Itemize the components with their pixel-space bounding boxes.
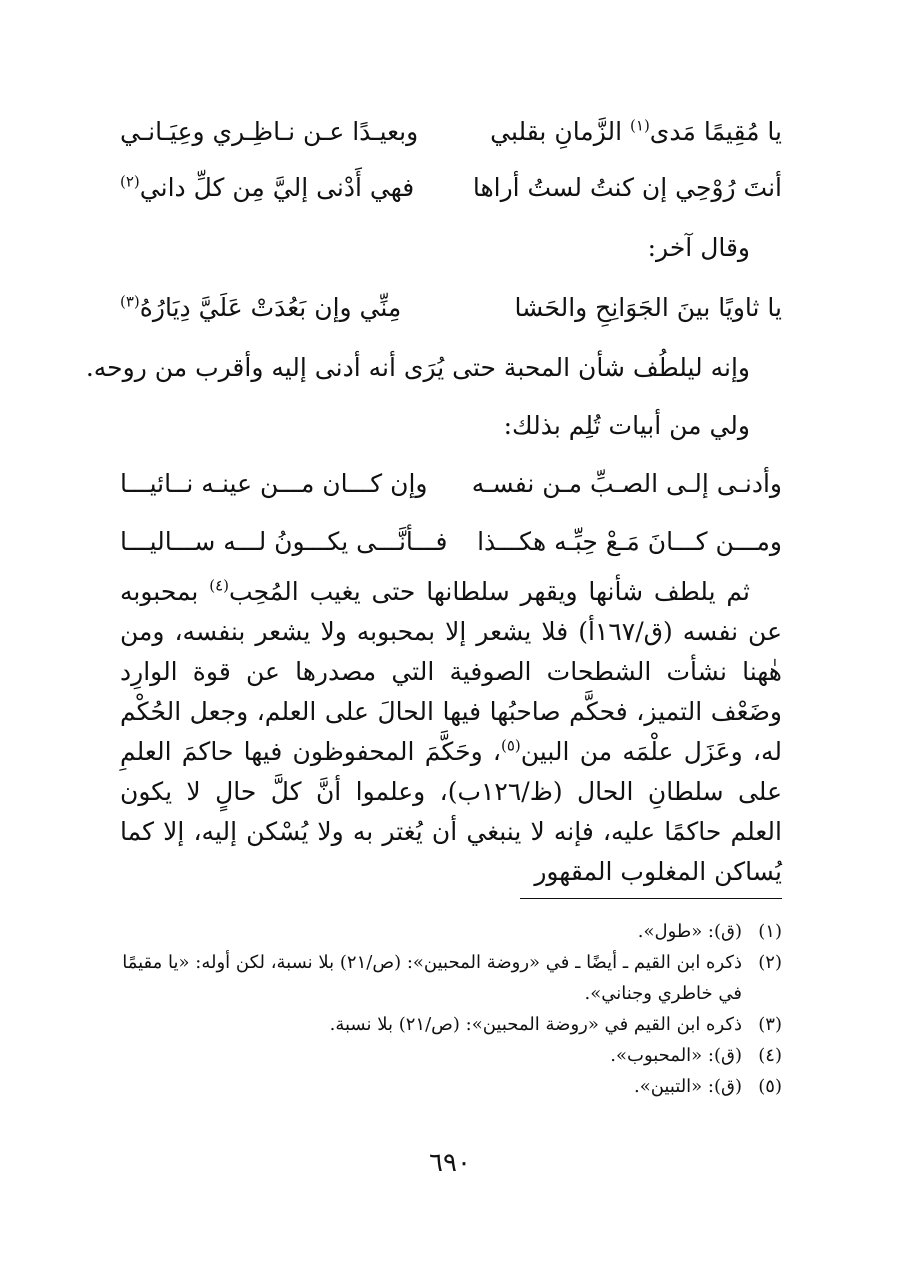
verse-first-hemistich: يا ثاويًا بينَ الجَوَانِحِ والحَشا: [514, 293, 782, 322]
footnote-number: (٥): [758, 1076, 782, 1097]
footnote-reference: (٣): [120, 292, 140, 311]
footnote-reference: (٤): [209, 576, 230, 595]
footnote-number: (٤): [758, 1045, 782, 1066]
verse-line: [120, 284, 782, 332]
verse-first-hemistich: يا مُقِيمًا مَدى$^{(١)}$ الزَّمانِ بقلبي: [490, 116, 782, 146]
footnote-reference: (٢): [120, 172, 140, 191]
page-number: ٦٩٠: [429, 1148, 471, 1178]
footnote-text: ذكره ابن القيم في «روضة المحبين»: (ص/٢١) بلا نسبة.: [329, 1014, 742, 1035]
verse-first-hemistich: وأدنـى إلـى الصـبِّ مـن نفسـه: [471, 469, 782, 498]
footnote: [120, 1009, 782, 1040]
verse-second-hemistich: فـــأنَّـــى يكـــونُ لـــه ســـاليـــا: [120, 527, 448, 556]
verse-first-hemistich: أنتَ رُوْحِي إن كنتُ لستُ أراها: [472, 173, 782, 202]
paragraph-text: ثم يلطف شأنها ويقهر سلطانها حتى يغيب المُحِب$^{(٤)}$ بمحبوبه عن نفسه (ق/١٦٧أ) فلا يشعر إلا بمحبوبه ولا يشعر بنفسه، ومن هٰهنا نشأت الشطحات الصوفية التي مصدرها عن قوة الوارِد وضَعْف التميز، فحكَّم صاحبُها فيها الحالَ على العلم، وجعل الحُكْم له، وعَزَل علْمَه من البين$^{(٥)}$، وحَكَّمَ المحفوظون فيها حاكمَ العلمِ على سلطانِ الحال (ظ/١٢٦ب)، وعلموا أنَّ كلَّ حالٍ لا يكون العلم حاكمًا عليه، فإنه لا ينبغي أن يُغتر به ولا يُسْكن إليه، إلا كما يُساكن المغلوب المقهور: [120, 576, 783, 886]
footnote: [120, 947, 782, 1009]
footnote-text: (ق): «المحبوب».: [610, 1045, 742, 1066]
footnote: [120, 916, 782, 947]
footnote-text: ذكره ابن القيم ـ أيضًا ـ في «روضة المحبين»: (ص/٢١) بلا نسبة، لكن أوله: «يا مقيمًا في خاطري وجناني».: [122, 952, 742, 1004]
body-paragraph: [120, 572, 782, 892]
body-sentence: وإنه ليلطُف شأن المحبة حتى يُرَى أنه أدنى إليه وأقرب من روحه.: [85, 353, 750, 382]
footnotes: [120, 916, 782, 1102]
poem-intro: ولي من أبيات تُلِم بذلك:: [503, 411, 750, 440]
footnote-text: (ق): «طول».: [637, 921, 742, 942]
verse-line: [120, 460, 782, 508]
footnote-reference: (١): [630, 116, 650, 135]
verse-line: [120, 164, 782, 212]
poem-intro: وقال آخر:: [647, 233, 750, 262]
verse-line: [120, 518, 782, 566]
verse-second-hemistich: فهي أَدْنى إليَّ مِن كلِّ داني$^{(٢)}$: [120, 172, 415, 202]
verse-second-hemistich: وبعيـدًا عـن نـاظِـري وعِيَـانـي: [120, 117, 419, 146]
footnote: [120, 1040, 782, 1071]
verse-second-hemistich: وإن كـــان مـــن عينـه نــائيـــا: [120, 469, 428, 498]
verse-first-hemistich: ومـــن كـــانَ مَـعْ حِبِّـه هكـــذا: [477, 527, 782, 556]
footnote-number: (١): [758, 921, 782, 942]
footnote-number: (٢): [758, 952, 782, 973]
footnote-reference: (٥): [501, 736, 521, 755]
verse-line: [120, 108, 782, 156]
footnote-separator: [520, 898, 782, 899]
footnote: [120, 1071, 782, 1102]
footnote-number: (٣): [758, 1014, 782, 1035]
verse-second-hemistich: مِنِّي وإن بَعُدَتْ عَلَيَّ دِيَارُهُ$^{(٣)}$: [120, 292, 402, 322]
footnote-text: (ق): «التبين».: [633, 1076, 742, 1097]
